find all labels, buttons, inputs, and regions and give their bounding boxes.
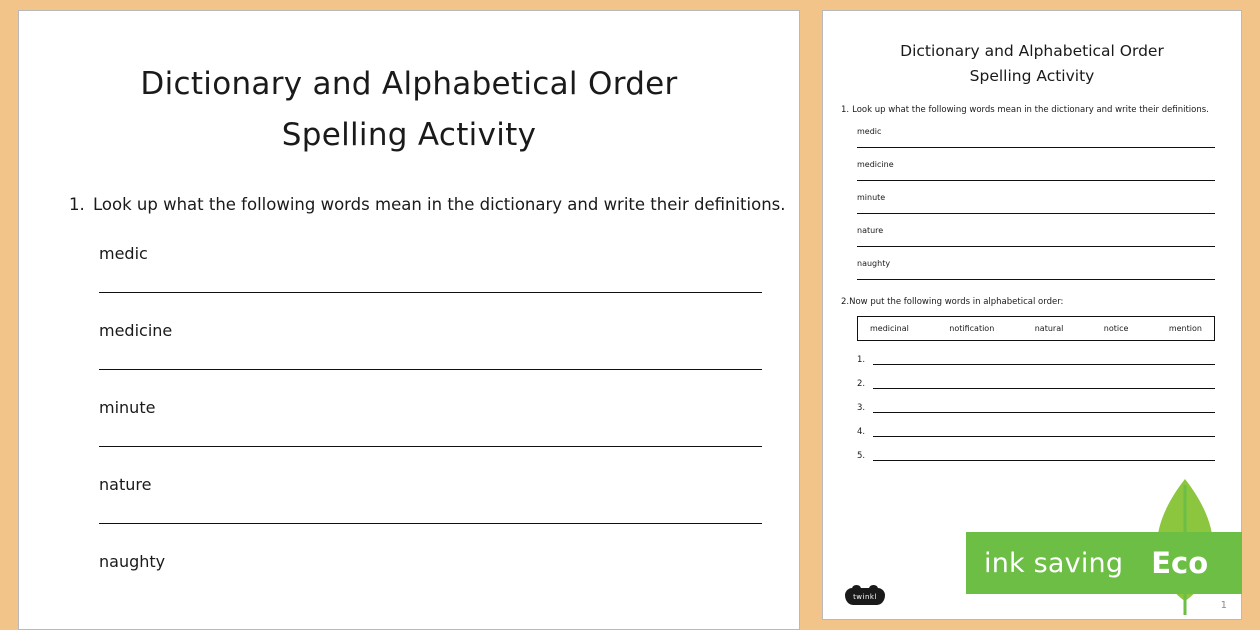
word-bank-item: mention <box>1168 323 1202 333</box>
task1-word: medic <box>99 244 148 264</box>
answer-row <box>857 378 1215 389</box>
answer-line[interactable] <box>873 354 1215 365</box>
answer-line[interactable] <box>99 369 762 370</box>
word-bank-item: natural <box>1034 323 1064 333</box>
answer-index: 3. <box>857 402 866 413</box>
preview-task2-instruction <box>841 297 1241 307</box>
answer-line[interactable] <box>873 378 1215 389</box>
preview-task1-number: 1. <box>841 104 850 115</box>
preview-task1-instruction <box>841 105 1241 115</box>
answer-row <box>857 354 1215 365</box>
eco-ink-saving-badge <box>966 532 1242 594</box>
task1-word-list <box>99 244 762 571</box>
preview-answer-line[interactable] <box>857 279 1215 280</box>
task1-word: nature <box>99 475 152 495</box>
task1-word: medicine <box>99 321 173 341</box>
word-bank-item: medicinal <box>870 323 909 333</box>
answer-row <box>857 402 1215 413</box>
preview-task2-number: 2. <box>841 296 850 307</box>
answer-line[interactable] <box>99 523 762 524</box>
task1-instruction-text: Look up what the following words mean in the dictionary and write their definitions. <box>93 195 786 215</box>
answer-index: 5. <box>857 450 866 461</box>
task1-word: minute <box>99 398 156 418</box>
preview-task1-word: nature <box>857 225 884 235</box>
preview-answer-line[interactable] <box>857 246 1215 247</box>
answer-row <box>857 426 1215 437</box>
answer-index: 1. <box>857 354 866 365</box>
answer-line[interactable] <box>99 446 762 447</box>
page-number: 1 <box>1220 600 1227 611</box>
word-bank-item: notice <box>1103 323 1129 333</box>
twinkl-logo: twinkl <box>845 588 885 605</box>
answer-line[interactable] <box>873 450 1215 461</box>
preview-task1-word: naughty <box>857 258 891 268</box>
word-bank-item: notification <box>949 323 995 333</box>
preview-task1-word: minute <box>857 192 886 202</box>
worksheet-page-main <box>18 10 800 630</box>
preview-task1-word: medicine <box>857 159 894 169</box>
preview-answer-line[interactable] <box>857 213 1215 214</box>
task1-word: naughty <box>99 552 166 572</box>
task1-number: 1. <box>69 195 85 215</box>
page-title-line1: Dictionary and Alphabetical Order <box>140 66 678 102</box>
answer-line[interactable] <box>99 292 762 293</box>
preview-answer-line[interactable] <box>857 180 1215 181</box>
preview-task1-word-list <box>857 127 1215 280</box>
preview-task2-instruction-text: Now put the following words in alphabetical order: <box>849 296 1064 307</box>
task2-word-bank <box>857 316 1215 341</box>
answer-line[interactable] <box>873 426 1215 437</box>
page-title <box>19 59 799 161</box>
task2-answer-list <box>857 354 1215 461</box>
task1-instruction <box>69 195 799 214</box>
preview-title-line2: Spelling Activity <box>969 66 1095 85</box>
preview-page-title <box>823 39 1241 89</box>
answer-index: 4. <box>857 426 866 437</box>
preview-task1-word: medic <box>857 126 882 136</box>
preview-answer-line[interactable] <box>857 147 1215 148</box>
preview-title-line1: Dictionary and Alphabetical Order <box>900 42 1164 60</box>
answer-row <box>857 450 1215 461</box>
answer-line[interactable] <box>873 402 1215 413</box>
page-title-line2: Spelling Activity <box>281 117 537 154</box>
eco-badge-label: ink saving <box>984 547 1124 579</box>
preview-task1-instruction-text: Look up what the following words mean in the dictionary and write their definitions. <box>852 104 1209 115</box>
eco-badge-word: Eco <box>1151 546 1209 580</box>
answer-index: 2. <box>857 378 866 389</box>
